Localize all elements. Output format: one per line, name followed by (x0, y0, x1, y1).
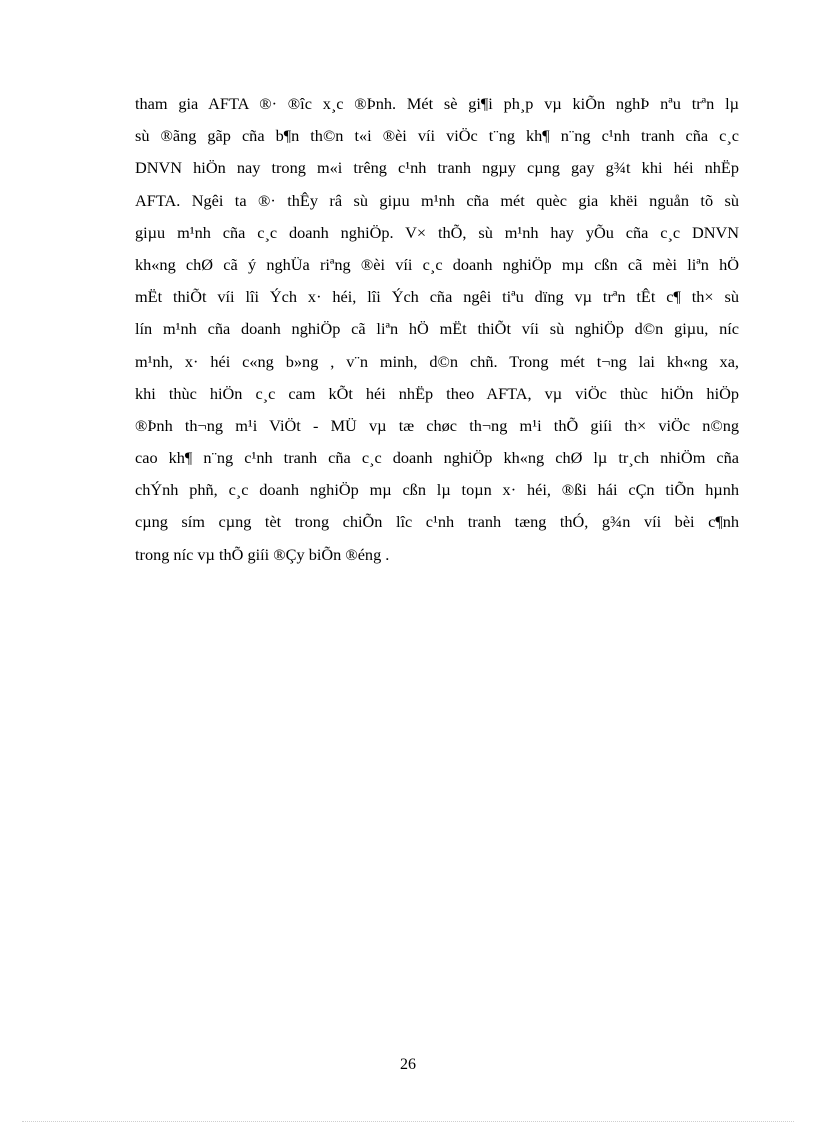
paragraph-line: tham gia AFTA ®· ®îc x¸c ®Þnh. Mét sè gi¶i ph¸p vµ kiÕn nghÞ nªu trªn lµ (135, 94, 739, 113)
paragraph-line: trong níc vµ thÕ giíi ®Çy biÕn ®éng . (135, 544, 390, 564)
paragraph-line: giµu m¹nh cña c¸c doanh nghiÖp. V× thÕ, sù m¹nh hay yÕu cña c¸c DNVN (135, 222, 739, 242)
paragraph-line: chÝnh phñ, c¸c doanh nghiÖp mµ cßn lµ toµn x· héi, ®ßi hái cÇn tiÕn hµnh (135, 480, 739, 500)
paragraph-line: cµng sím cµng tèt trong chiÕn lîc c¹nh tranh tæng thÓ, g¾n víi bèi c¶nh (135, 512, 739, 532)
paragraph-line: ®Þnh th¬ng m¹i ViÖt - MÜ vµ tæ chøc th¬ng m¹i thÕ giíi th× viÖc n©ng (135, 415, 739, 435)
paragraph-line: lín m¹nh cña doanh nghiÖp cã liªn hÖ mËt thiÕt víi sù nghiÖp d©n giµu, níc (135, 319, 739, 339)
paragraph-line: m¹nh, x· héi c«ng b»ng , v¨n minh, d©n chñ. Trong mét t¬ng lai kh«ng xa, (135, 351, 739, 371)
body-paragraph (135, 88, 739, 571)
paragraph-line: kh«ng chØ cã ý nghÜa riªng ®èi víi c¸c doanh nghiÖp mµ cßn cã mèi liªn hÖ (135, 254, 739, 274)
page-bottom-divider (22, 1121, 794, 1122)
paragraph-line: AFTA. Ngêi ta ®· thÊy râ sù giµu m¹nh cña mét quèc gia khëi nguån tõ sù (135, 190, 739, 210)
page-number: 26 (400, 1056, 416, 1073)
paragraph-line: mËt thiÕt víi lîi Ých x· héi, lîi Ých cña ngêi tiªu dïng vµ trªn tÊt c¶ th× sù (135, 287, 739, 307)
paragraph-line: cao kh¶ n¨ng c¹nh tranh cña c¸c doanh nghiÖp kh«ng chØ lµ tr¸ch nhiÖm cña (135, 448, 739, 468)
paragraph-line: sù ®ãng gãp cña b¶n th©n t«i ®èi víi viÖc t¨ng kh¶ n¨ng c¹nh tranh cña c¸c (135, 126, 739, 146)
paragraph-line: khi thùc hiÖn c¸c cam kÕt héi nhËp theo AFTA, vµ viÖc thùc hiÖn hiÖp (135, 383, 739, 403)
paragraph-line: DNVN hiÖn nay trong m«i trêng c¹nh tranh ngµy cµng gay g¾t khi héi nhËp (135, 158, 739, 178)
